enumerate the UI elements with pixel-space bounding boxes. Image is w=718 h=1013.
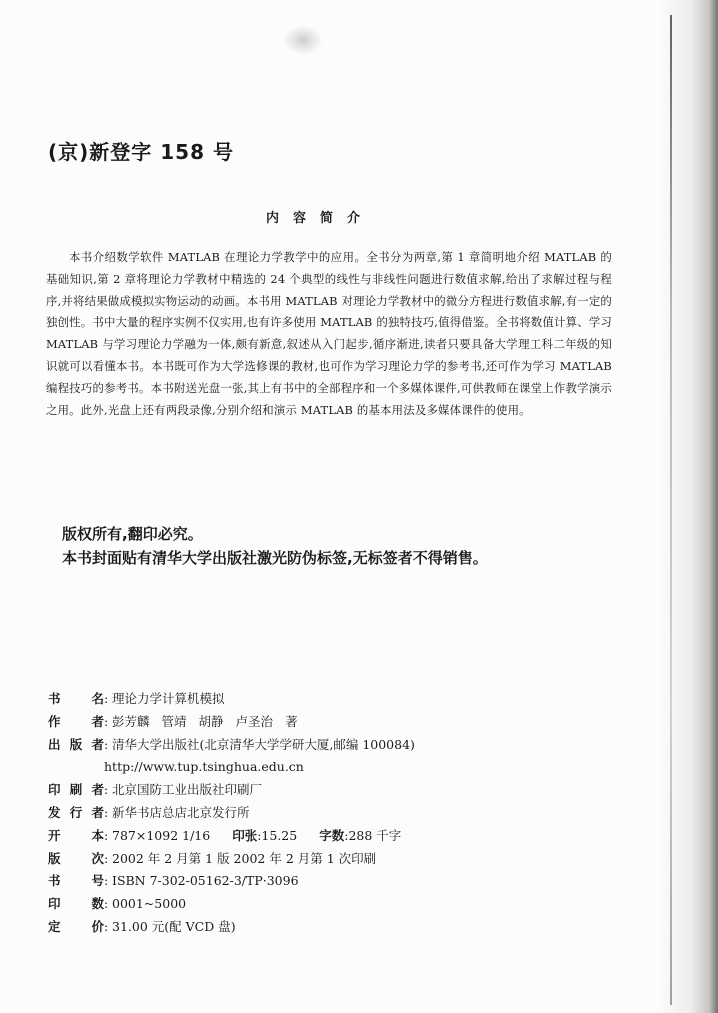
info-row-format: 开 本 : 787×1092 1/16 印张 : 15.25 字数 : 288 千字: [48, 825, 415, 848]
format-label: 开 本: [48, 827, 104, 843]
copies-label: 印 数: [48, 896, 104, 912]
copyright-notice: [62, 522, 488, 570]
info-row-edition: 版 次 : 2002 年 2 月第 1 版 2002 年 2 月第 1 次印刷: [48, 848, 415, 871]
registration-number: (京)新登字 158 号: [48, 140, 234, 164]
info-row-printer: 印刷者 : 北京国防工业出版社印刷厂: [48, 779, 415, 802]
scan-smudge: [283, 25, 323, 55]
info-row-publisher: 出版者 : 清华大学出版社(北京清华大学学研大厦,邮编 100084): [48, 734, 415, 757]
format-value: 787×1092 1/16: [112, 827, 211, 843]
title-value: 理论力学计算机模拟: [112, 691, 225, 706]
words-value: 288 千字: [348, 827, 402, 843]
author-2: 管靖: [161, 713, 187, 729]
intro-body: 本书介绍数学软件 MATLAB 在理论力学教学中的应用。全书分为两章,第 1 章简明地介绍 MATLAB 的基础知识,第 2 章将理论力学教材中精选的 24 个典型的线性与非线性问题进行数值求解,给出了求解过程与程序,并将结果做成模拟实物运动的动画。本书用 MATLAB 对理论力学教材中的微分方程进行数值求解,有一定的独创性。书中大量的程序实例不仅实用,也有许多使用 MATLAB 的独特技巧,值得借鉴。全书将数值计算、学习 MATLAB 与学习理论力学融为一体,颇有新意,叙述从入门起步,循序渐进,读者只要具备大学理工科二年级的知识就可以看懂本书。本书既可作为大学选修课的教材,也可作为学习理论力学的参考书,还可作为学习 MATLAB 编程技巧的参考书。本书附送光盘一张,其上有书中的全部程序和一个多媒体课件,可供教师在课堂上作教学演示之用。此外,光盘上还有两段录像,分别介绍和演示 MATLAB 的基本用法及多媒体课件的使用。: [46, 250, 612, 417]
author-suffix: 著: [285, 713, 298, 729]
info-row-title: 书 名 : 理论力学计算机模拟: [48, 688, 415, 711]
publisher-value: 清华大学出版社(北京清华大学学研大厦,邮编 100084): [112, 736, 415, 752]
price-label: 定 价: [48, 918, 104, 934]
words-label: 字数: [319, 827, 345, 843]
publication-info: [48, 688, 415, 939]
author-4: 卢圣治: [235, 713, 274, 729]
publisher-label: 出版者: [48, 736, 104, 752]
copyright-line-2: 本书封面贴有清华大学出版社激光防伪标签,无标签者不得销售。: [62, 549, 488, 567]
info-row-copies: 印 数 : 0001~5000: [48, 893, 415, 916]
publisher-url: http://www.tup.tsinghua.edu.cn: [104, 759, 304, 775]
page-edge-line: [670, 15, 672, 1005]
distributor-label: 发行者: [48, 804, 104, 820]
author-label: 作 者: [48, 713, 104, 729]
info-row-isbn: 书 号 : ISBN 7-302-05162-3/TP·3096: [48, 870, 415, 893]
page-edge-shadow: [658, 0, 718, 1013]
info-row-price: 定 价 : 31.00 元(配 VCD 盘): [48, 916, 415, 939]
edition-label: 版 次: [48, 850, 104, 866]
edition-value: 2002 年 2 月第 1 版 2002 年 2 月第 1 次印刷: [112, 850, 377, 866]
price-value: 31.00 元(配 VCD 盘): [112, 918, 236, 934]
info-row-distributor: 发行者 : 新华书店总店北京发行所: [48, 802, 415, 825]
info-row-author: 作 者 : 彭芳麟 管靖 胡静 卢圣治 著: [48, 711, 415, 734]
isbn-label: 书 号: [48, 873, 104, 889]
distributor-value: 新华书店总店北京发行所: [112, 804, 250, 820]
isbn-value: ISBN 7-302-05162-3/TP·3096: [112, 873, 299, 889]
sheets-label: 印张: [232, 827, 258, 843]
copyright-line-1: 版权所有,翻印必究。: [62, 525, 203, 543]
title-label: 书 名: [48, 691, 104, 706]
printer-label: 印刷者: [48, 782, 104, 798]
intro-title: 内容简介: [265, 211, 374, 226]
printer-value: 北京国防工业出版社印刷厂: [112, 782, 263, 798]
author-3: 胡静: [198, 713, 224, 729]
sheets-value: 15.25: [261, 827, 298, 843]
author-1: 彭芳麟: [112, 713, 150, 729]
copies-value: 0001~5000: [112, 896, 187, 912]
info-row-url: [48, 756, 415, 779]
